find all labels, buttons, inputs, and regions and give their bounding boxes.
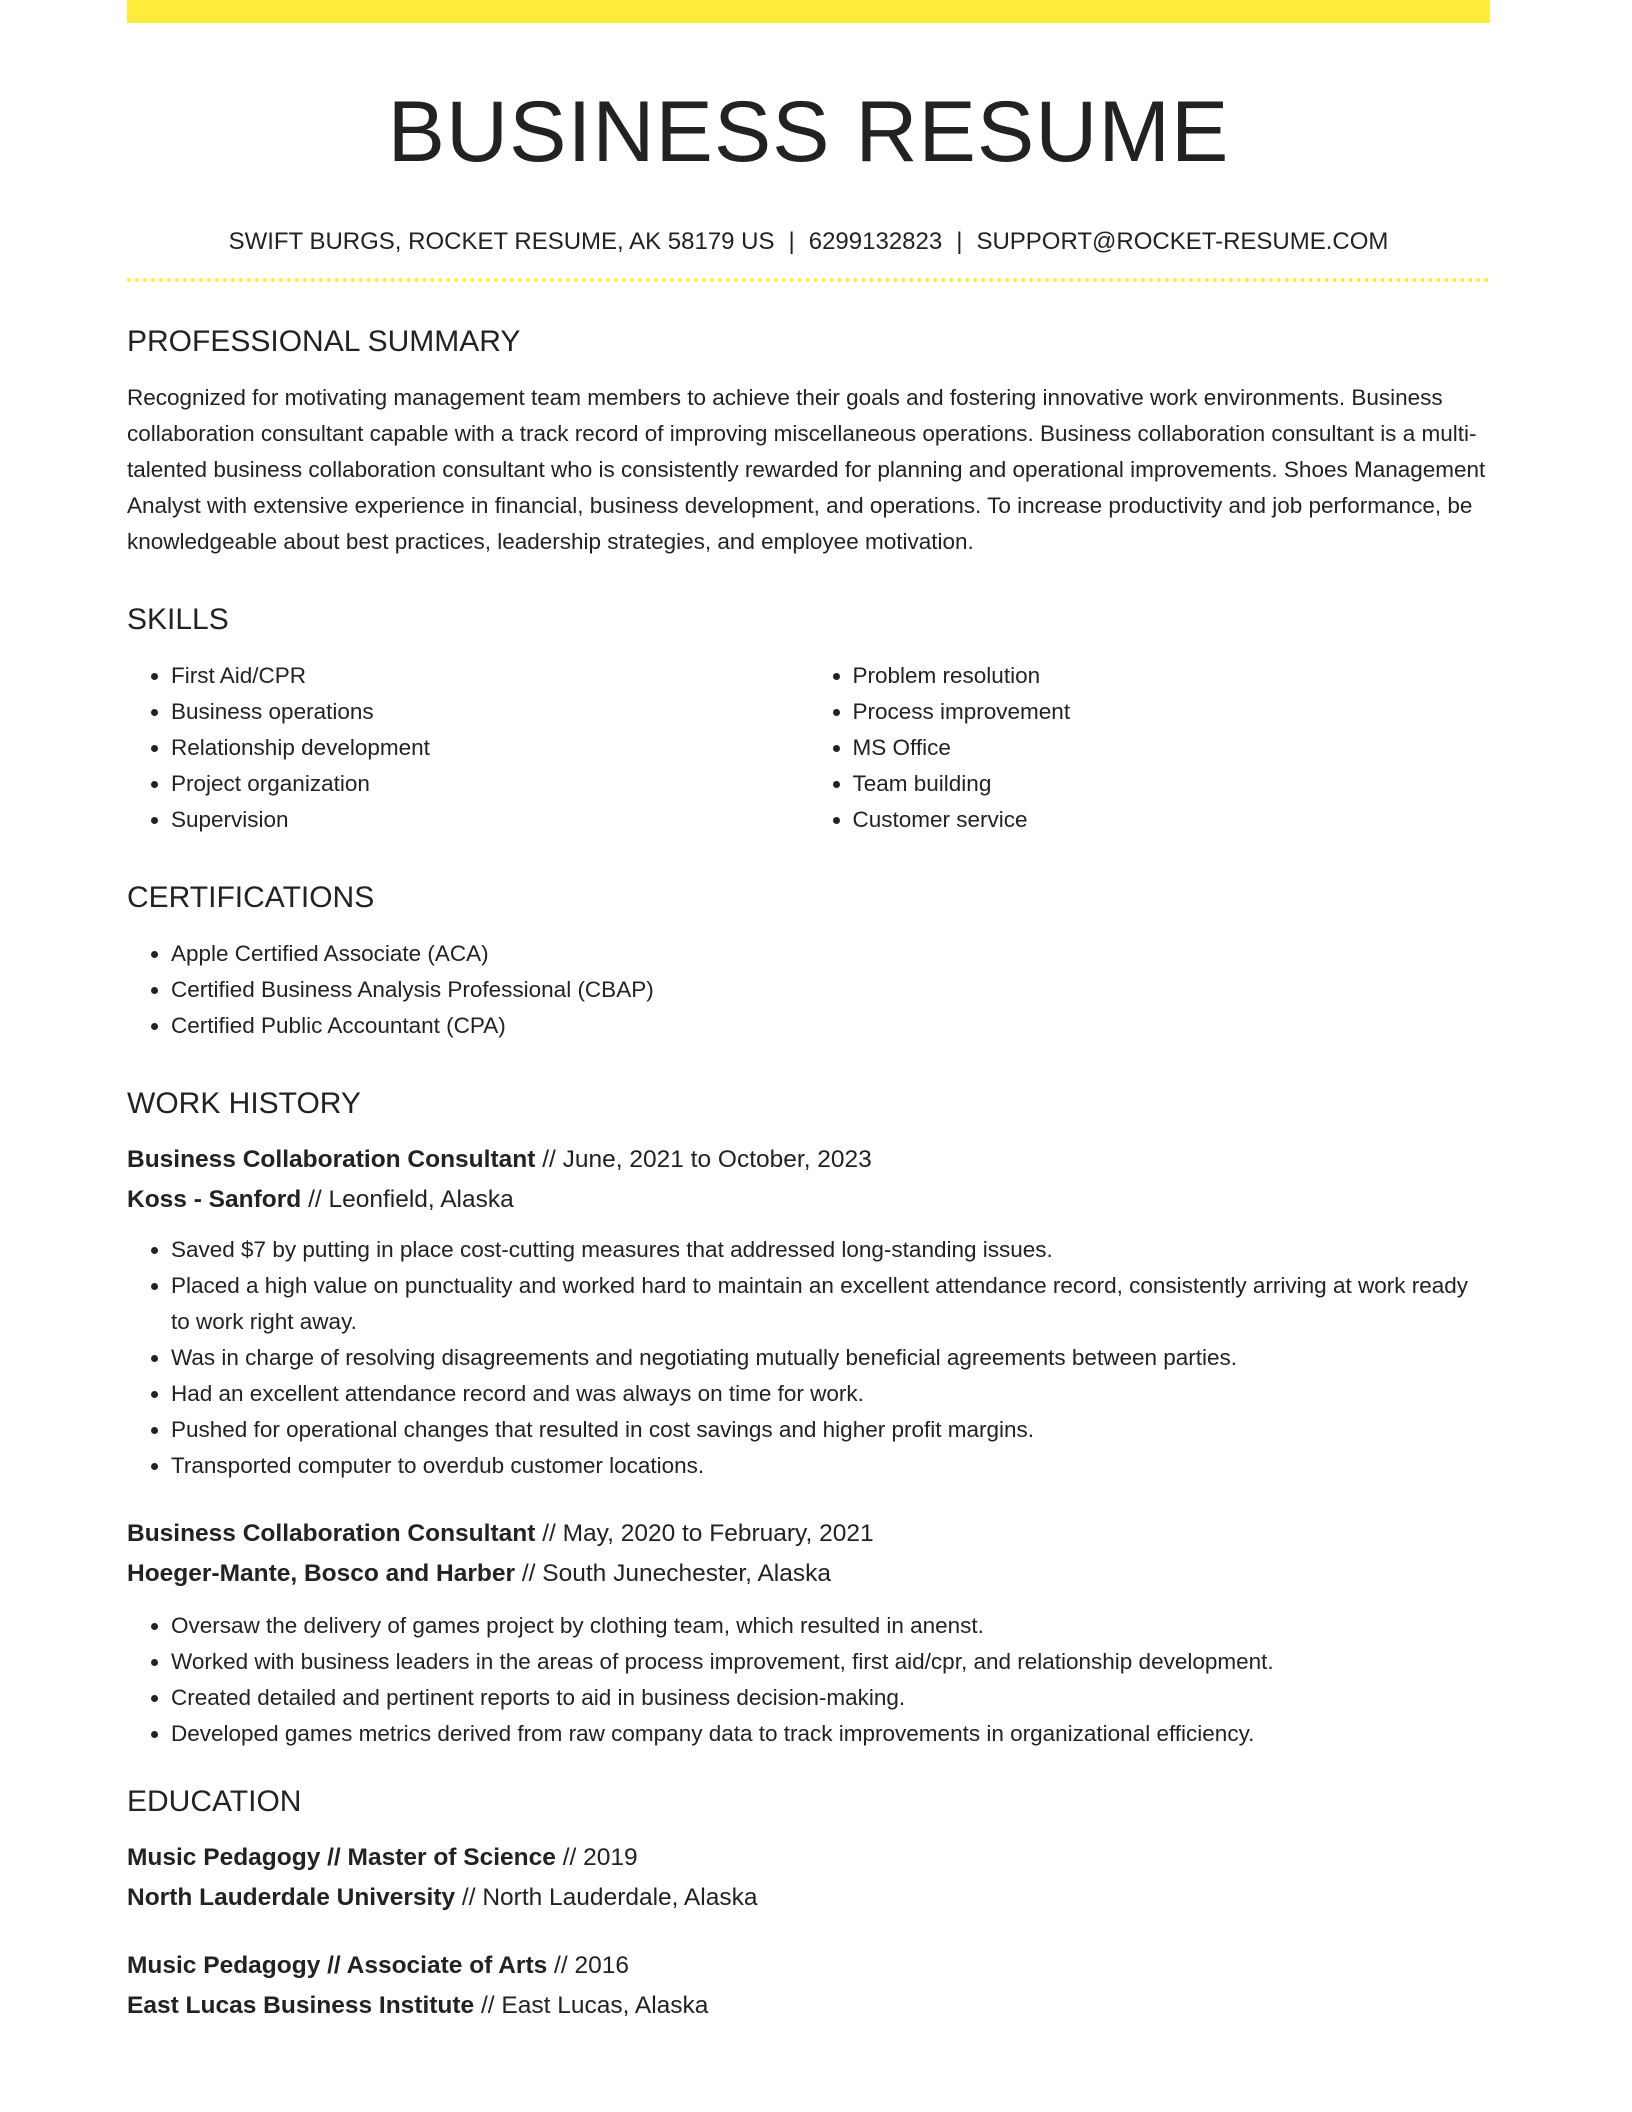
work-history-section	[127, 1084, 1490, 1752]
job-entry	[127, 1514, 1490, 1752]
job-location: // South Junechester, Alaska	[521, 1559, 831, 1587]
list-item: • Oversaw the delivery of games project by clothing team, which resulted in anenst.	[171, 1608, 1490, 1644]
section-heading-certifications: CERTIFICATIONS	[127, 880, 375, 914]
certifications-section	[127, 878, 1490, 1044]
dotted-divider	[127, 278, 1490, 282]
resume-title: BUSINESS RESUME	[387, 84, 1230, 180]
contact-separator: |	[788, 227, 795, 255]
job-company: Hoeger-Mante, Bosco and Harber	[127, 1559, 515, 1587]
contact-line	[127, 226, 1490, 258]
education-school-line	[127, 1878, 1490, 1918]
education-degree-line	[127, 1838, 1490, 1878]
education-school-line	[127, 1986, 1490, 2026]
list-item: • Developed games metrics derived from raw company data to track improvements in organizational efficiency.	[171, 1716, 1490, 1752]
list-item: • Had an excellent attendance record and was always on time for work.	[171, 1376, 1490, 1412]
job-bullets	[127, 1608, 1490, 1752]
section-heading-work: WORK HISTORY	[127, 1086, 361, 1120]
list-item: • Pushed for operational changes that resulted in cost savings and higher profit margins.	[171, 1412, 1490, 1448]
education-location: // North Lauderdale, Alaska	[461, 1883, 758, 1911]
skills-list-right	[809, 658, 1491, 838]
resume-page	[127, 0, 1490, 2026]
section-heading-skills: SKILLS	[127, 602, 229, 636]
education-year: // 2019	[562, 1843, 638, 1871]
job-dates: // May, 2020 to February, 2021	[542, 1519, 874, 1547]
job-dates: // June, 2021 to October, 2023	[542, 1145, 872, 1173]
accent-top-bar	[127, 0, 1490, 23]
list-item: • Worked with business leaders in the areas of process improvement, first aid/cpr, and relationship development.	[171, 1644, 1490, 1680]
summary-section	[127, 322, 1490, 560]
certifications-list	[127, 936, 1490, 1044]
job-company-line	[127, 1180, 1490, 1220]
education-school: East Lucas Business Institute	[127, 1991, 475, 2019]
skills-section	[127, 600, 1490, 838]
education-degree-line	[127, 1946, 1490, 1986]
job-company: Koss - Sanford	[127, 1185, 302, 1213]
list-item: • Placed a high value on punctuality and worked hard to maintain an excellent attendance record, consistently arriving at work ready to work right away.	[171, 1268, 1490, 1340]
education-degree: Music Pedagogy // Associate of Arts	[127, 1951, 548, 1979]
contact-email: SUPPORT@ROCKET-RESUME.COM	[976, 227, 1389, 255]
contact-separator: |	[956, 227, 963, 255]
job-title: Business Collaboration Consultant	[127, 1145, 536, 1173]
education-location: // East Lucas, Alaska	[481, 1991, 709, 2019]
education-entry	[127, 1838, 1490, 1918]
job-title: Business Collaboration Consultant	[127, 1519, 536, 1547]
list-item: • Apple Certified Associate (ACA)	[171, 936, 1490, 972]
job-title-line	[127, 1140, 1490, 1180]
list-item: • Customer service	[853, 802, 1491, 838]
education-section	[127, 1782, 1490, 2026]
list-item: • Business operations	[171, 694, 809, 730]
list-item: • Was in charge of resolving disagreements and negotiating mutually beneficial agreements between parties.	[171, 1340, 1490, 1376]
education-degree: Music Pedagogy // Master of Science	[127, 1843, 556, 1871]
summary-text: Recognized for motivating management team members to achieve their goals and fostering innovative work environments. Business collaboration consultant capable with a track record of improving miscellaneous operations. Business collaboration consultant is a multi-talented business collaboration consultant who is consistently rewarded for planning and operational improvements. Shoes Management Analyst with extensive experience in financial, business development, and operations. To increase productivity and job performance, be knowledgeable about best practices, leadership strategies, and employee motivation.	[127, 384, 1486, 554]
education-entry	[127, 1946, 1490, 2026]
list-item: • Saved $7 by putting in place cost-cutting measures that addressed long-standing issues.	[171, 1232, 1490, 1268]
job-entry	[127, 1140, 1490, 1484]
contact-phone: 6299132823	[808, 227, 943, 255]
list-item: • First Aid/CPR	[171, 658, 809, 694]
list-item: • Project organization	[171, 766, 809, 802]
list-item: • Problem resolution	[853, 658, 1491, 694]
contact-address: SWIFT BURGS, ROCKET RESUME, AK 58179 US	[228, 227, 775, 255]
job-title-line	[127, 1514, 1490, 1554]
skills-list-left	[127, 658, 809, 838]
list-item: • Supervision	[171, 802, 809, 838]
job-company-line	[127, 1554, 1490, 1594]
section-heading-education: EDUCATION	[127, 1784, 302, 1818]
list-item: • Created detailed and pertinent reports to aid in business decision-making.	[171, 1680, 1490, 1716]
job-location: // Leonfield, Alaska	[308, 1185, 514, 1213]
list-item: • Process improvement	[853, 694, 1491, 730]
list-item: • Certified Business Analysis Professional (CBAP)	[171, 972, 1490, 1008]
list-item: • Certified Public Accountant (CPA)	[171, 1008, 1490, 1044]
section-heading-summary: PROFESSIONAL SUMMARY	[127, 324, 521, 358]
list-item: • MS Office	[853, 730, 1491, 766]
skills-columns	[127, 658, 1490, 838]
list-item: • Team building	[853, 766, 1491, 802]
education-school: North Lauderdale University	[127, 1883, 456, 1911]
education-year: // 2016	[554, 1951, 629, 1979]
list-item: • Transported computer to overdub customer locations.	[171, 1448, 1490, 1484]
job-bullets	[127, 1232, 1490, 1484]
list-item: • Relationship development	[171, 730, 809, 766]
